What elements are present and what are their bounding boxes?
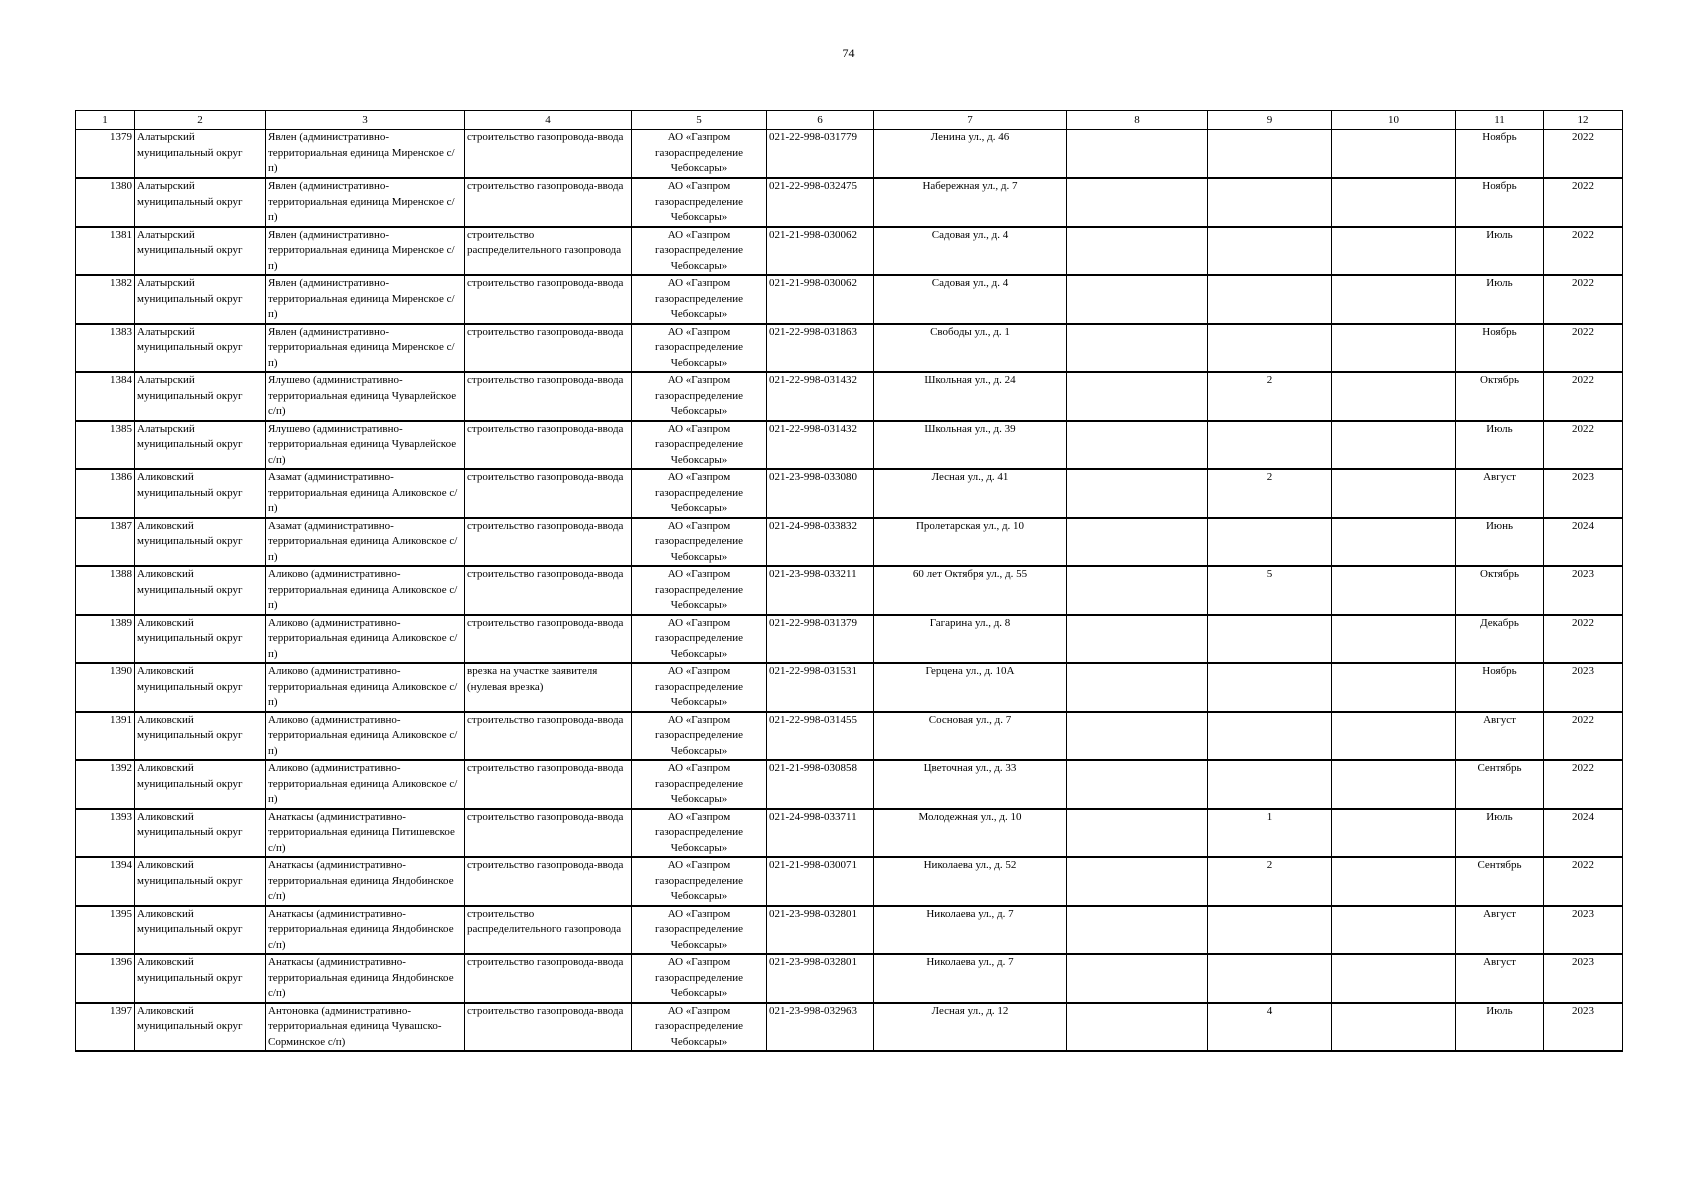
cell-application-number: 021-22-998-031455: [767, 712, 874, 761]
column-header-11: 11: [1456, 111, 1544, 130]
cell-col-8: [1067, 566, 1208, 615]
cell-application-number: 021-22-998-031531: [767, 663, 874, 712]
cell-application-number: 021-22-998-031432: [767, 372, 874, 421]
cell-address: Лесная ул., д. 12: [874, 1003, 1067, 1052]
cell-col-10: [1332, 906, 1456, 955]
cell-col-10: [1332, 421, 1456, 470]
table-row: [76, 760, 1623, 809]
cell-year: 2022: [1544, 615, 1623, 664]
cell-district: Аликовский муниципальный округ: [135, 906, 266, 955]
cell-year: 2022: [1544, 857, 1623, 906]
cell-application-number: 021-21-998-030858: [767, 760, 874, 809]
cell-work-type: строительство газопровода-ввода: [465, 954, 632, 1003]
cell-month: Октябрь: [1456, 566, 1544, 615]
cell-row-number: 1393: [76, 809, 135, 858]
cell-row-number: 1397: [76, 1003, 135, 1052]
cell-month: Ноябрь: [1456, 178, 1544, 227]
cell-work-type: строительство газопровода-ввода: [465, 178, 632, 227]
cell-col-10: [1332, 663, 1456, 712]
cell-application-number: 021-23-998-032963: [767, 1003, 874, 1052]
cell-settlement: Анаткасы (административно-территориальная единица Яндобинское с/п): [266, 857, 465, 906]
cell-district: Алатырский муниципальный округ: [135, 421, 266, 470]
cell-district: Аликовский муниципальный округ: [135, 760, 266, 809]
cell-district: Алатырский муниципальный округ: [135, 372, 266, 421]
cell-work-type: строительство газопровода-ввода: [465, 421, 632, 470]
cell-district: Аликовский муниципальный округ: [135, 1003, 266, 1052]
table-row: [76, 518, 1623, 567]
cell-work-type: строительство газопровода-ввода: [465, 130, 632, 179]
cell-month: Август: [1456, 712, 1544, 761]
column-header-1: 1: [76, 111, 135, 130]
cell-address: Гагарина ул., д. 8: [874, 615, 1067, 664]
cell-organization: АО «Газпром газораспределение Чебоксары»: [632, 518, 767, 567]
cell-organization: АО «Газпром газораспределение Чебоксары»: [632, 760, 767, 809]
cell-address: Николаева ул., д. 52: [874, 857, 1067, 906]
column-header-4: 4: [465, 111, 632, 130]
cell-col-8: [1067, 130, 1208, 179]
cell-row-number: 1391: [76, 712, 135, 761]
cell-row-number: 1381: [76, 227, 135, 276]
cell-col-10: [1332, 324, 1456, 373]
cell-col-10: [1332, 857, 1456, 906]
column-header-5: 5: [632, 111, 767, 130]
cell-col-10: [1332, 227, 1456, 276]
cell-row-number: 1394: [76, 857, 135, 906]
cell-month: Июль: [1456, 275, 1544, 324]
cell-organization: АО «Газпром газораспределение Чебоксары»: [632, 566, 767, 615]
cell-month: Август: [1456, 954, 1544, 1003]
cell-col-8: [1067, 615, 1208, 664]
cell-work-type: строительство газопровода-ввода: [465, 809, 632, 858]
cell-settlement: Явлен (административно-территориальная единица Миренское с/п): [266, 130, 465, 179]
cell-organization: АО «Газпром газораспределение Чебоксары»: [632, 178, 767, 227]
cell-col-10: [1332, 954, 1456, 1003]
cell-organization: АО «Газпром газораспределение Чебоксары»: [632, 954, 767, 1003]
cell-col-10: [1332, 469, 1456, 518]
cell-district: Аликовский муниципальный округ: [135, 857, 266, 906]
cell-organization: АО «Газпром газораспределение Чебоксары»: [632, 712, 767, 761]
table-body: [76, 130, 1623, 1052]
cell-month: Июль: [1456, 809, 1544, 858]
cell-organization: АО «Газпром газораспределение Чебоксары»: [632, 809, 767, 858]
cell-settlement: Аликово (административно-территориальная единица Аликовское с/п): [266, 566, 465, 615]
cell-col-10: [1332, 130, 1456, 179]
cell-district: Алатырский муниципальный округ: [135, 178, 266, 227]
cell-col-9: 2: [1208, 372, 1332, 421]
cell-year: 2022: [1544, 178, 1623, 227]
cell-col-8: [1067, 663, 1208, 712]
cell-application-number: 021-23-998-032801: [767, 954, 874, 1003]
cell-organization: АО «Газпром газораспределение Чебоксары»: [632, 1003, 767, 1052]
cell-row-number: 1380: [76, 178, 135, 227]
cell-application-number: 021-24-998-033711: [767, 809, 874, 858]
table-row: [76, 227, 1623, 276]
cell-col-10: [1332, 809, 1456, 858]
cell-address: Герцена ул., д. 10А: [874, 663, 1067, 712]
cell-col-10: [1332, 1003, 1456, 1052]
cell-settlement: Явлен (административно-территориальная единица Миренское с/п): [266, 275, 465, 324]
table-row: [76, 324, 1623, 373]
cell-col-10: [1332, 615, 1456, 664]
cell-col-9: [1208, 227, 1332, 276]
cell-work-type: врезка на участке заявителя (нулевая врезка): [465, 663, 632, 712]
cell-year: 2022: [1544, 275, 1623, 324]
cell-month: Ноябрь: [1456, 663, 1544, 712]
cell-application-number: 021-23-998-032801: [767, 906, 874, 955]
cell-address: Свободы ул., д. 1: [874, 324, 1067, 373]
cell-district: Аликовский муниципальный округ: [135, 809, 266, 858]
cell-month: Сентябрь: [1456, 760, 1544, 809]
cell-work-type: строительство газопровода-ввода: [465, 1003, 632, 1052]
cell-year: 2023: [1544, 469, 1623, 518]
cell-year: 2022: [1544, 324, 1623, 373]
cell-col-9: 4: [1208, 1003, 1332, 1052]
cell-address: Лесная ул., д. 41: [874, 469, 1067, 518]
cell-settlement: Явлен (административно-территориальная единица Миренское с/п): [266, 324, 465, 373]
cell-col-9: [1208, 760, 1332, 809]
cell-year: 2023: [1544, 954, 1623, 1003]
cell-year: 2022: [1544, 372, 1623, 421]
cell-col-10: [1332, 518, 1456, 567]
cell-row-number: 1379: [76, 130, 135, 179]
cell-district: Аликовский муниципальный округ: [135, 566, 266, 615]
cell-address: 60 лет Октября ул., д. 55: [874, 566, 1067, 615]
column-header-2: 2: [135, 111, 266, 130]
cell-work-type: строительство газопровода-ввода: [465, 857, 632, 906]
cell-month: Ноябрь: [1456, 324, 1544, 373]
cell-work-type: строительство газопровода-ввода: [465, 372, 632, 421]
cell-district: Алатырский муниципальный округ: [135, 324, 266, 373]
table-row: [76, 566, 1623, 615]
cell-work-type: строительство газопровода-ввода: [465, 615, 632, 664]
cell-year: 2022: [1544, 712, 1623, 761]
cell-col-10: [1332, 760, 1456, 809]
cell-settlement: Азамат (административно-территориальная единица Аликовское с/п): [266, 469, 465, 518]
table-row: [76, 954, 1623, 1003]
cell-application-number: 021-22-998-032475: [767, 178, 874, 227]
cell-work-type: строительство газопровода-ввода: [465, 275, 632, 324]
cell-row-number: 1382: [76, 275, 135, 324]
table-row: [76, 1003, 1623, 1052]
cell-row-number: 1384: [76, 372, 135, 421]
cell-organization: АО «Газпром газораспределение Чебоксары»: [632, 857, 767, 906]
cell-settlement: Азамат (административно-территориальная единица Аликовское с/п): [266, 518, 465, 567]
cell-address: Набережная ул., д. 7: [874, 178, 1067, 227]
cell-row-number: 1388: [76, 566, 135, 615]
cell-row-number: 1386: [76, 469, 135, 518]
cell-month: Август: [1456, 906, 1544, 955]
cell-month: Ноябрь: [1456, 130, 1544, 179]
cell-work-type: строительство газопровода-ввода: [465, 518, 632, 567]
cell-col-9: 1: [1208, 809, 1332, 858]
cell-organization: АО «Газпром газораспределение Чебоксары»: [632, 130, 767, 179]
cell-district: Аликовский муниципальный округ: [135, 518, 266, 567]
cell-row-number: 1387: [76, 518, 135, 567]
cell-address: Николаева ул., д. 7: [874, 906, 1067, 955]
cell-settlement: Аликово (административно-территориальная единица Аликовское с/п): [266, 712, 465, 761]
cell-settlement: Явлен (административно-территориальная единица Миренское с/п): [266, 178, 465, 227]
table-row: [76, 906, 1623, 955]
cell-month: Октябрь: [1456, 372, 1544, 421]
table-row: [76, 809, 1623, 858]
cell-month: Июль: [1456, 421, 1544, 470]
cell-address: Пролетарская ул., д. 10: [874, 518, 1067, 567]
cell-month: Сентябрь: [1456, 857, 1544, 906]
cell-organization: АО «Газпром газораспределение Чебоксары»: [632, 421, 767, 470]
cell-address: Сосновая ул., д. 7: [874, 712, 1067, 761]
cell-work-type: строительство газопровода-ввода: [465, 324, 632, 373]
cell-application-number: 021-22-998-031863: [767, 324, 874, 373]
cell-year: 2024: [1544, 518, 1623, 567]
table-row: [76, 663, 1623, 712]
cell-col-9: [1208, 130, 1332, 179]
cell-settlement: Явлен (административно-территориальная единица Миренское с/п): [266, 227, 465, 276]
cell-year: 2023: [1544, 663, 1623, 712]
cell-year: 2023: [1544, 566, 1623, 615]
cell-col-10: [1332, 372, 1456, 421]
cell-year: 2024: [1544, 809, 1623, 858]
cell-col-9: 5: [1208, 566, 1332, 615]
cell-row-number: 1390: [76, 663, 135, 712]
cell-month: Декабрь: [1456, 615, 1544, 664]
column-header-10: 10: [1332, 111, 1456, 130]
cell-application-number: 021-21-998-030062: [767, 227, 874, 276]
cell-month: Июль: [1456, 1003, 1544, 1052]
cell-year: 2023: [1544, 1003, 1623, 1052]
cell-work-type: строительство газопровода-ввода: [465, 760, 632, 809]
cell-address: Садовая ул., д. 4: [874, 275, 1067, 324]
cell-col-8: [1067, 275, 1208, 324]
cell-settlement: Ялушево (административно-территориальная единица Чуварлейское с/п): [266, 421, 465, 470]
cell-application-number: 021-22-998-031432: [767, 421, 874, 470]
cell-organization: АО «Газпром газораспределение Чебоксары»: [632, 663, 767, 712]
cell-address: Школьная ул., д. 39: [874, 421, 1067, 470]
cell-year: 2022: [1544, 421, 1623, 470]
cell-work-type: строительство распределительного газопровода: [465, 906, 632, 955]
page-number: 74: [842, 46, 855, 60]
cell-application-number: 021-23-998-033211: [767, 566, 874, 615]
cell-settlement: Анаткасы (административно-территориальная единица Питишевское с/п): [266, 809, 465, 858]
cell-col-9: [1208, 324, 1332, 373]
cell-settlement: Ялушево (административно-территориальная единица Чуварлейское с/п): [266, 372, 465, 421]
cell-application-number: 021-22-998-031779: [767, 130, 874, 179]
cell-settlement: Анаткасы (административно-территориальная единица Яндобинское с/п): [266, 906, 465, 955]
cell-district: Аликовский муниципальный округ: [135, 663, 266, 712]
table-row: [76, 469, 1623, 518]
cell-col-8: [1067, 372, 1208, 421]
cell-district: Алатырский муниципальный округ: [135, 275, 266, 324]
cell-work-type: строительство распределительного газопровода: [465, 227, 632, 276]
cell-application-number: 021-23-998-033080: [767, 469, 874, 518]
table-row: [76, 857, 1623, 906]
cell-district: Аликовский муниципальный округ: [135, 712, 266, 761]
cell-district: Аликовский муниципальный округ: [135, 469, 266, 518]
cell-month: Август: [1456, 469, 1544, 518]
cell-application-number: 021-22-998-031379: [767, 615, 874, 664]
table-row: [76, 372, 1623, 421]
cell-col-9: [1208, 615, 1332, 664]
column-header-7: 7: [874, 111, 1067, 130]
cell-col-8: [1067, 906, 1208, 955]
cell-address: Цветочная ул., д. 33: [874, 760, 1067, 809]
cell-col-9: [1208, 421, 1332, 470]
cell-settlement: Аликово (административно-территориальная единица Аликовское с/п): [266, 663, 465, 712]
column-header-12: 12: [1544, 111, 1623, 130]
cell-application-number: 021-24-998-033832: [767, 518, 874, 567]
cell-address: Садовая ул., д. 4: [874, 227, 1067, 276]
cell-col-8: [1067, 518, 1208, 567]
cell-month: Июль: [1456, 227, 1544, 276]
cell-col-8: [1067, 227, 1208, 276]
cell-col-8: [1067, 954, 1208, 1003]
table-row: [76, 178, 1623, 227]
table-row: [76, 275, 1623, 324]
cell-district: Алатырский муниципальный округ: [135, 130, 266, 179]
cell-organization: АО «Газпром газораспределение Чебоксары»: [632, 906, 767, 955]
cell-work-type: строительство газопровода-ввода: [465, 712, 632, 761]
cell-address: Молодежная ул., д. 10: [874, 809, 1067, 858]
cell-col-9: [1208, 178, 1332, 227]
register-table: [75, 110, 1623, 1052]
table-row: [76, 615, 1623, 664]
cell-row-number: 1396: [76, 954, 135, 1003]
cell-col-9: [1208, 906, 1332, 955]
cell-col-8: [1067, 760, 1208, 809]
cell-year: 2022: [1544, 760, 1623, 809]
cell-year: 2022: [1544, 130, 1623, 179]
cell-organization: АО «Газпром газораспределение Чебоксары»: [632, 275, 767, 324]
cell-settlement: Антоновка (административно-территориальная единица Чувашско-Сорминское с/п): [266, 1003, 465, 1052]
cell-col-9: 2: [1208, 469, 1332, 518]
cell-settlement: Аликово (административно-территориальная единица Аликовское с/п): [266, 760, 465, 809]
cell-organization: АО «Газпром газораспределение Чебоксары»: [632, 227, 767, 276]
cell-col-9: [1208, 712, 1332, 761]
cell-organization: АО «Газпром газораспределение Чебоксары»: [632, 469, 767, 518]
cell-row-number: 1395: [76, 906, 135, 955]
cell-address: Школьная ул., д. 24: [874, 372, 1067, 421]
cell-col-8: [1067, 1003, 1208, 1052]
cell-col-9: 2: [1208, 857, 1332, 906]
cell-district: Аликовский муниципальный округ: [135, 615, 266, 664]
cell-row-number: 1385: [76, 421, 135, 470]
cell-organization: АО «Газпром газораспределение Чебоксары»: [632, 324, 767, 373]
cell-col-10: [1332, 275, 1456, 324]
cell-application-number: 021-21-998-030071: [767, 857, 874, 906]
table-row: [76, 712, 1623, 761]
column-header-8: 8: [1067, 111, 1208, 130]
cell-col-8: [1067, 469, 1208, 518]
cell-organization: АО «Газпром газораспределение Чебоксары»: [632, 372, 767, 421]
cell-col-8: [1067, 421, 1208, 470]
cell-district: Аликовский муниципальный округ: [135, 954, 266, 1003]
cell-district: Алатырский муниципальный округ: [135, 227, 266, 276]
cell-work-type: строительство газопровода-ввода: [465, 469, 632, 518]
cell-col-8: [1067, 712, 1208, 761]
cell-row-number: 1389: [76, 615, 135, 664]
cell-col-8: [1067, 324, 1208, 373]
cell-work-type: строительство газопровода-ввода: [465, 566, 632, 615]
cell-year: 2023: [1544, 906, 1623, 955]
cell-settlement: Аликово (административно-территориальная единица Аликовское с/п): [266, 615, 465, 664]
table-row: [76, 421, 1623, 470]
column-header-6: 6: [767, 111, 874, 130]
cell-col-8: [1067, 857, 1208, 906]
cell-row-number: 1383: [76, 324, 135, 373]
cell-col-9: [1208, 663, 1332, 712]
cell-col-10: [1332, 566, 1456, 615]
table-header: [76, 111, 1623, 130]
cell-application-number: 021-21-998-030062: [767, 275, 874, 324]
cell-col-8: [1067, 178, 1208, 227]
cell-organization: АО «Газпром газораспределение Чебоксары»: [632, 615, 767, 664]
cell-col-10: [1332, 712, 1456, 761]
cell-address: Николаева ул., д. 7: [874, 954, 1067, 1003]
cell-address: Ленина ул., д. 46: [874, 130, 1067, 179]
cell-year: 2022: [1544, 227, 1623, 276]
cell-col-10: [1332, 178, 1456, 227]
cell-col-9: [1208, 954, 1332, 1003]
cell-col-9: [1208, 518, 1332, 567]
cell-col-9: [1208, 275, 1332, 324]
cell-col-8: [1067, 809, 1208, 858]
column-header-3: 3: [266, 111, 465, 130]
column-header-9: 9: [1208, 111, 1332, 130]
cell-row-number: 1392: [76, 760, 135, 809]
cell-settlement: Анаткасы (административно-территориальная единица Яндобинское с/п): [266, 954, 465, 1003]
header-row: [76, 111, 1623, 130]
table-row: [76, 130, 1623, 179]
cell-month: Июнь: [1456, 518, 1544, 567]
